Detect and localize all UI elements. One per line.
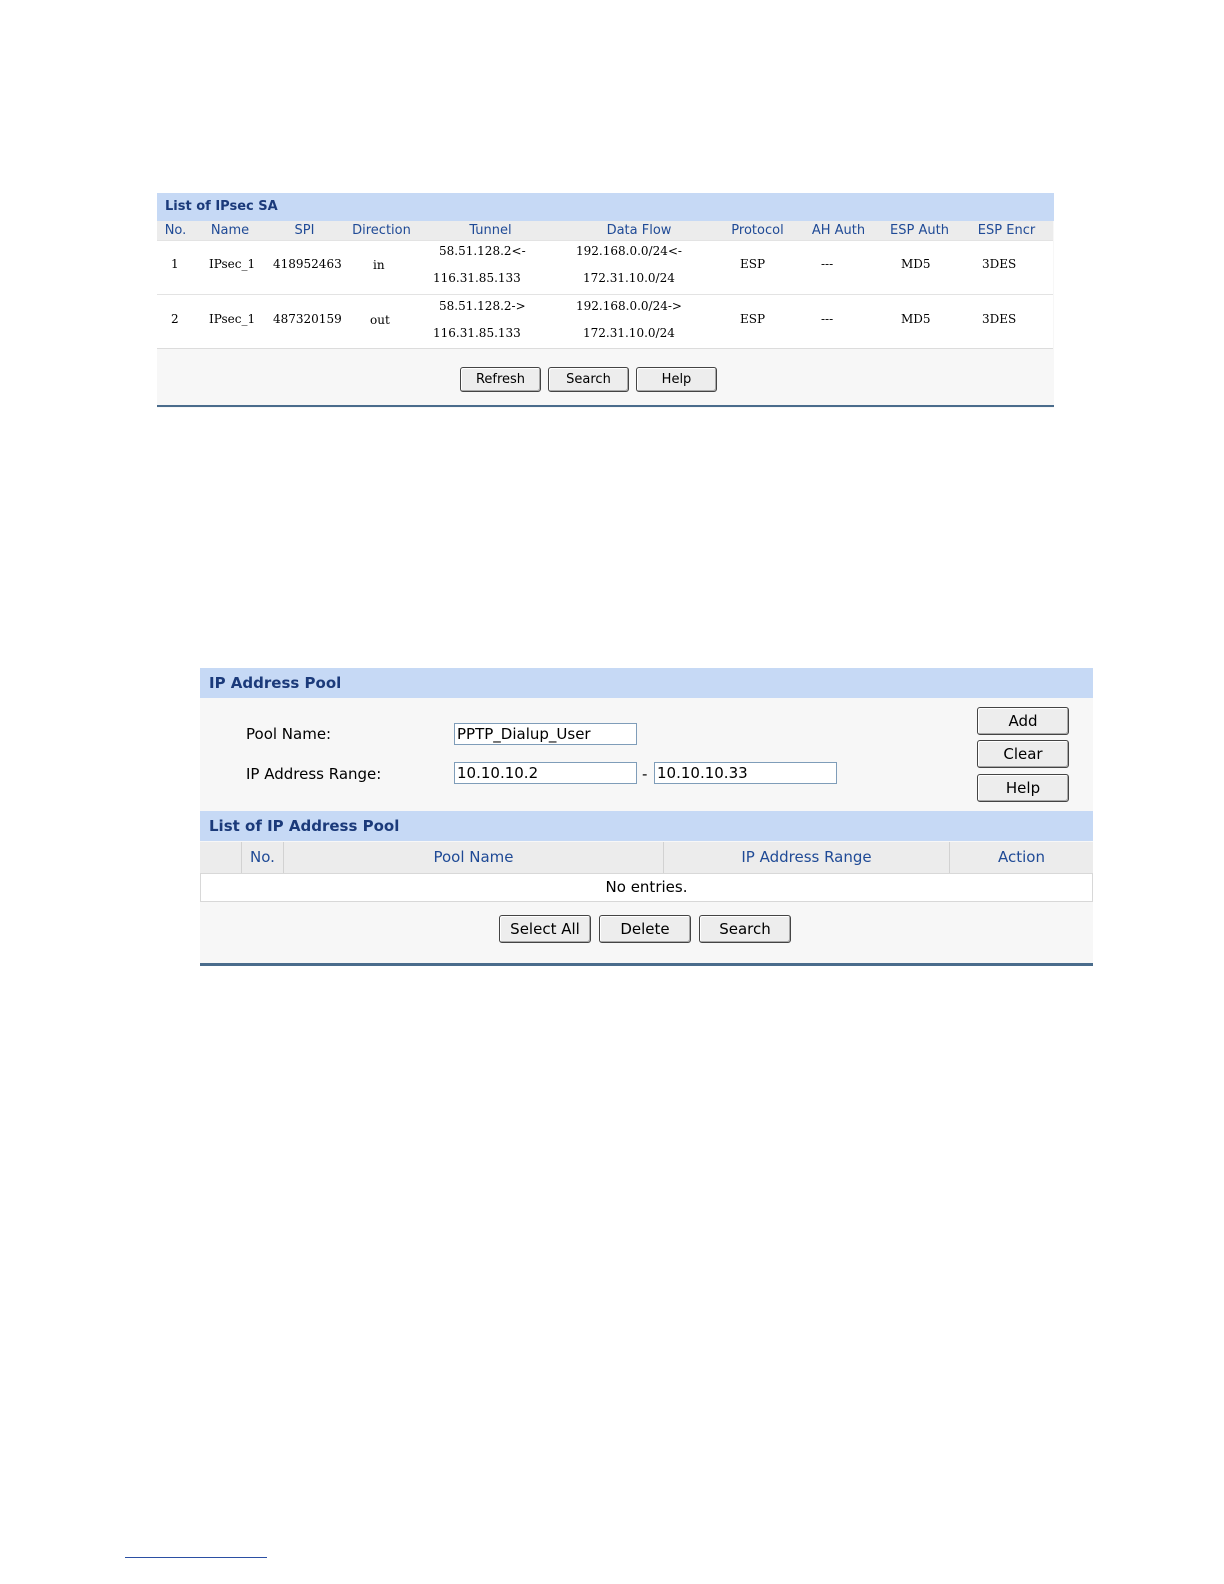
col-no: No. xyxy=(164,223,187,238)
row-no: 2 xyxy=(171,312,179,326)
clear-button[interactable]: Clear xyxy=(977,740,1069,768)
row-tunnel-local: 58.51.128.2-> xyxy=(439,299,526,313)
ip-range-label: IP Address Range: xyxy=(246,765,382,783)
pool-name-label: Pool Name: xyxy=(246,725,332,743)
empty-state: No entries. xyxy=(200,873,1093,902)
ipsec-sa-rows xyxy=(157,240,1053,349)
col-pool-name: Pool Name xyxy=(284,842,664,873)
search-button[interactable]: Search xyxy=(548,367,629,392)
col-spi: SPI xyxy=(294,223,315,238)
row-name: IPsec_1 xyxy=(209,312,256,326)
footnote-rule xyxy=(125,1557,267,1558)
row-esp-encr: 3DES xyxy=(982,312,1017,326)
col-ah-auth: AH Auth xyxy=(811,223,866,238)
row-esp-auth: MD5 xyxy=(901,257,931,271)
row-protocol: ESP xyxy=(740,257,766,271)
col-no: No. xyxy=(242,842,284,873)
row-spi: 487320159 xyxy=(273,312,342,326)
select-all-button[interactable]: Select All xyxy=(499,915,591,943)
row-tunnel-local: 58.51.128.2<- xyxy=(439,244,526,258)
table-row xyxy=(157,294,1053,348)
pool-list-column-headers xyxy=(200,842,1093,873)
ip-pool-title: IP Address Pool xyxy=(200,668,1093,698)
panel-bottom-border xyxy=(200,963,1093,966)
refresh-button[interactable]: Refresh xyxy=(460,367,541,392)
table-row xyxy=(157,240,1053,294)
row-direction: in xyxy=(373,258,385,272)
row-name: IPsec_1 xyxy=(209,257,256,271)
delete-button[interactable]: Delete xyxy=(599,915,691,943)
ip-range-separator: - xyxy=(642,765,648,783)
ipsec-sa-panel xyxy=(157,193,1054,408)
ip-range-end-input[interactable] xyxy=(654,762,837,784)
panel-bottom-border xyxy=(157,405,1054,407)
row-direction: out xyxy=(370,313,390,327)
pool-name-input[interactable] xyxy=(454,723,637,745)
ip-range-start-input[interactable] xyxy=(454,762,637,784)
row-no: 1 xyxy=(171,257,179,271)
col-tunnel: Tunnel xyxy=(469,223,512,238)
ip-address-pool-panel xyxy=(200,668,1093,966)
col-esp-encr: ESP Encr xyxy=(977,223,1036,238)
help-button[interactable]: Help xyxy=(636,367,717,392)
row-tunnel-remote: 116.31.85.133 xyxy=(433,271,521,285)
col-protocol: Protocol xyxy=(731,223,784,238)
row-spi: 418952463 xyxy=(273,257,342,271)
ipsec-sa-title: List of IPsec SA xyxy=(157,193,1054,221)
col-esp-auth: ESP Auth xyxy=(890,223,949,238)
row-esp-encr: 3DES xyxy=(982,257,1017,271)
row-flow-remote: 172.31.10.0/24 xyxy=(583,326,675,340)
row-flow-remote: 172.31.10.0/24 xyxy=(583,271,675,285)
col-direction: Direction xyxy=(352,223,411,238)
add-button[interactable]: Add xyxy=(977,707,1069,735)
row-flow-local: 192.168.0.0/24-> xyxy=(576,299,682,313)
col-checkbox xyxy=(200,842,242,873)
help-button[interactable]: Help xyxy=(977,774,1069,802)
row-tunnel-remote: 116.31.85.133 xyxy=(433,326,521,340)
row-esp-auth: MD5 xyxy=(901,312,931,326)
col-action: Action xyxy=(998,848,1045,866)
col-data-flow: Data Flow xyxy=(606,223,672,238)
search-button[interactable]: Search xyxy=(699,915,791,943)
ipsec-sa-column-headers xyxy=(157,221,1053,240)
col-name: Name xyxy=(210,223,250,238)
row-ah-auth: --- xyxy=(821,257,834,271)
row-ah-auth: --- xyxy=(821,312,834,326)
col-ip-range: IP Address Range xyxy=(664,842,950,873)
pool-list-title: List of IP Address Pool xyxy=(200,811,1093,841)
row-flow-local: 192.168.0.0/24<- xyxy=(576,244,682,258)
row-protocol: ESP xyxy=(740,312,766,326)
